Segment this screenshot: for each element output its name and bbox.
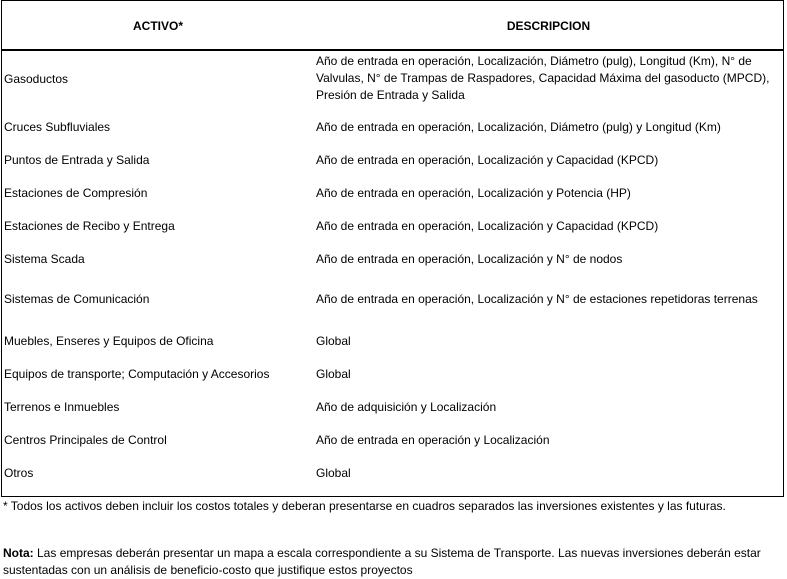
activo-cell: Sistema Scada <box>4 252 85 266</box>
nota-paragraph <box>3 545 783 579</box>
table-header <box>2 1 783 51</box>
descripcion-cell: Año de adquisición y Localización <box>316 399 497 414</box>
table-row <box>2 276 783 322</box>
nota-text: Las empresas deberán presentar un mapa a escala correspondiente a su Sistema de Transporte. Las nuevas inversiones deberán estar sustentadas con un análisis de beneficio-costo que justifique estos proyectos <box>3 546 761 577</box>
descripcion-cell: Año de entrada en operación, Localización y N° de estaciones repetidoras terrenas <box>316 291 758 306</box>
table-row <box>2 457 783 489</box>
table-row <box>2 391 783 423</box>
activo-cell: Estaciones de Compresión <box>4 186 148 200</box>
activo-cell: Terrenos e Inmuebles <box>4 400 120 414</box>
table-row <box>2 111 783 143</box>
activo-cell: Sistemas de Comunicación <box>4 292 150 306</box>
descripcion-cell: Global <box>316 366 351 381</box>
header-descripcion: DESCRIPCION <box>506 19 591 33</box>
table-row <box>2 51 783 106</box>
header-activo: ACTIVO* <box>132 19 183 33</box>
descripcion-cell: Global <box>316 333 351 348</box>
descripcion-cell: Año de entrada en operación, Localización y Potencia (HP) <box>316 185 631 200</box>
table-row <box>2 424 783 456</box>
descripcion-cell: Global <box>316 465 351 480</box>
nota-label: Nota: <box>3 546 34 560</box>
table-row <box>2 325 783 357</box>
activo-cell: Muebles, Enseres y Equipos de Oficina <box>4 334 214 348</box>
table-row <box>2 144 783 176</box>
descripcion-cell: Año de entrada en operación, Localización y Capacidad (KPCD) <box>316 152 659 167</box>
table-row <box>2 210 783 242</box>
activo-cell: Puntos de Entrada y Salida <box>4 153 150 167</box>
table-row <box>2 358 783 390</box>
activo-cell: Gasoductos <box>4 71 69 86</box>
table-row <box>2 243 783 275</box>
activo-cell: Centros Principales de Control <box>4 433 167 447</box>
activo-cell: Otros <box>4 466 34 480</box>
descripcion-cell: Año de entrada en operación, Localización, Diámetro (pulg), Longitud (Km), N° de Valvulas, N° de Trampas de Raspadores, Capacidad Máxima del gasoducto (MPCD), Presión de Entrada y Salida <box>316 54 770 102</box>
assets-table <box>1 0 784 497</box>
activo-cell: Estaciones de Recibo y Entrega <box>4 219 175 233</box>
descripcion-cell: Año de entrada en operación, Localización y Capacidad (KPCD) <box>316 218 659 233</box>
descripcion-cell: Año de entrada en operación, Localización y N° de nodos <box>316 251 623 266</box>
table-row <box>2 177 783 209</box>
activo-cell: Cruces Subfluviales <box>4 120 111 134</box>
descripcion-cell: Año de entrada en operación, Localización, Diámetro (pulg) y Longitud (Km) <box>316 119 721 134</box>
footnote: * Todos los activos deben incluir los costos totales y deberan presentarse en cuadros separados las inversiones existentes y las futuras. <box>3 499 726 513</box>
descripcion-cell: Año de entrada en operación y Localización <box>316 432 550 447</box>
activo-cell: Equipos de transporte; Computación y Accesorios <box>4 367 270 381</box>
